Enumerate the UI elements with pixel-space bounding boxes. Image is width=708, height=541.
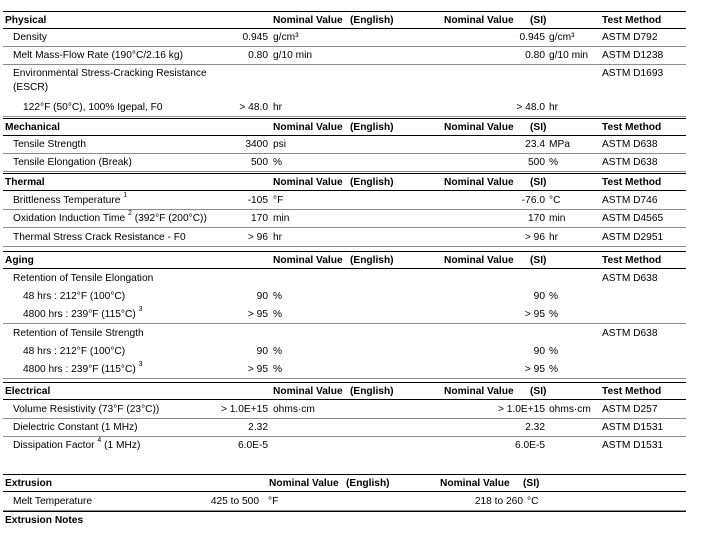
header-test-method: Test Method (602, 15, 662, 26)
section-header-thermal: Thermal Nominal Value (English) Nominal Value (SI) Test Method (3, 173, 686, 191)
table-row: Retention of Tensile Strength ASTM D638 (13, 328, 658, 339)
header-nominal-english: Nominal Value (273, 15, 343, 26)
table-row: Dissipation Factor $^4$ (1 MHz) 6.0E-5 6.0E-5 ASTM D1531 (13, 437, 664, 451)
table-row: Melt Mass-Flow Rate (190°C/2.16 kg) 0.80 g/10 min 0.80 g/10 min ASTM D1238 (3, 47, 686, 65)
section-title: Extrusion (5, 478, 52, 489)
section-title: Mechanical (5, 122, 60, 133)
section-header-electrical: Electrical Nominal Value (English) Nominal Value (SI) Test Method (3, 382, 686, 400)
table-row: Dielectric Constant (1 MHz) 2.32 2.32 ASTM D1531 (3, 419, 686, 437)
table-row: 48 hrs : 212°F (100°C) 90 % 90 % (23, 291, 559, 302)
section-header-extrusion: Extrusion Nominal Value (English) Nominal Value (SI) (3, 474, 686, 492)
section-title: Aging (5, 255, 34, 266)
table-row: 4800 hrs : 239°F (115°C) $^3$ > 95 % > 95 % (3, 361, 686, 379)
table-row: Volume Resistivity (73°F (23°C)) > 1.0E+15 ohms·cm > 1.0E+15 ohms·cm ASTM D257 (3, 401, 686, 419)
table-row: Melt Temperature 425 to 500 °F 218 to 260 °C (3, 493, 686, 511)
section-title: Thermal (5, 177, 45, 188)
section-title: Extrusion Notes (5, 515, 84, 526)
section-header-mechanical: Mechanical Nominal Value (English) Nominal Value (SI) Test Method (3, 118, 686, 136)
section-title: Electrical (5, 386, 51, 397)
section-header-extrusion-notes (3, 511, 686, 529)
table-row: Tensile Strength 3400 psi 23.4 MPa ASTM D638 (3, 136, 686, 154)
table-row: 48 hrs : 212°F (100°C) 90 % 90 % (23, 346, 559, 357)
table-row: Oxidation Induction Time $^2$ (392°F (200°C)) 170 min 170 min ASTM D4565 (3, 210, 686, 228)
table-row: 4800 hrs : 239°F (115°C) $^3$ > 95 % > 95 % (3, 306, 686, 324)
table-row: Thermal Stress Crack Resistance - F0 > 96 hr > 96 hr ASTM D2951 (3, 229, 686, 247)
table-row: Tensile Elongation (Break) 500 % 500 % ASTM D638 (3, 154, 686, 172)
section-title: Physical (5, 15, 47, 26)
header-si: (SI) (530, 15, 547, 26)
table-row: Retention of Tensile Elongation ASTM D638 (13, 273, 658, 284)
table-row: Density 0.945 g/cm³ 0.945 g/cm³ ASTM D792 (3, 29, 686, 47)
table-row: 122°F (50°C), 100% Igepal, F0 > 48.0 hr > 48.0 hr (3, 99, 686, 117)
table-row: Brittleness Temperature $^1$ -105 °F -76.0 °C ASTM D746 (3, 192, 686, 210)
header-nominal-si: Nominal Value (444, 15, 514, 26)
section-header-physical (3, 11, 686, 29)
section-header-aging: Aging Nominal Value (English) Nominal Value (SI) Test Method (3, 251, 686, 269)
table-row: Environmental Stress-Cracking Resistance (ESCR) ASTM D1693 (13, 68, 664, 93)
header-english: (English) (350, 15, 394, 26)
